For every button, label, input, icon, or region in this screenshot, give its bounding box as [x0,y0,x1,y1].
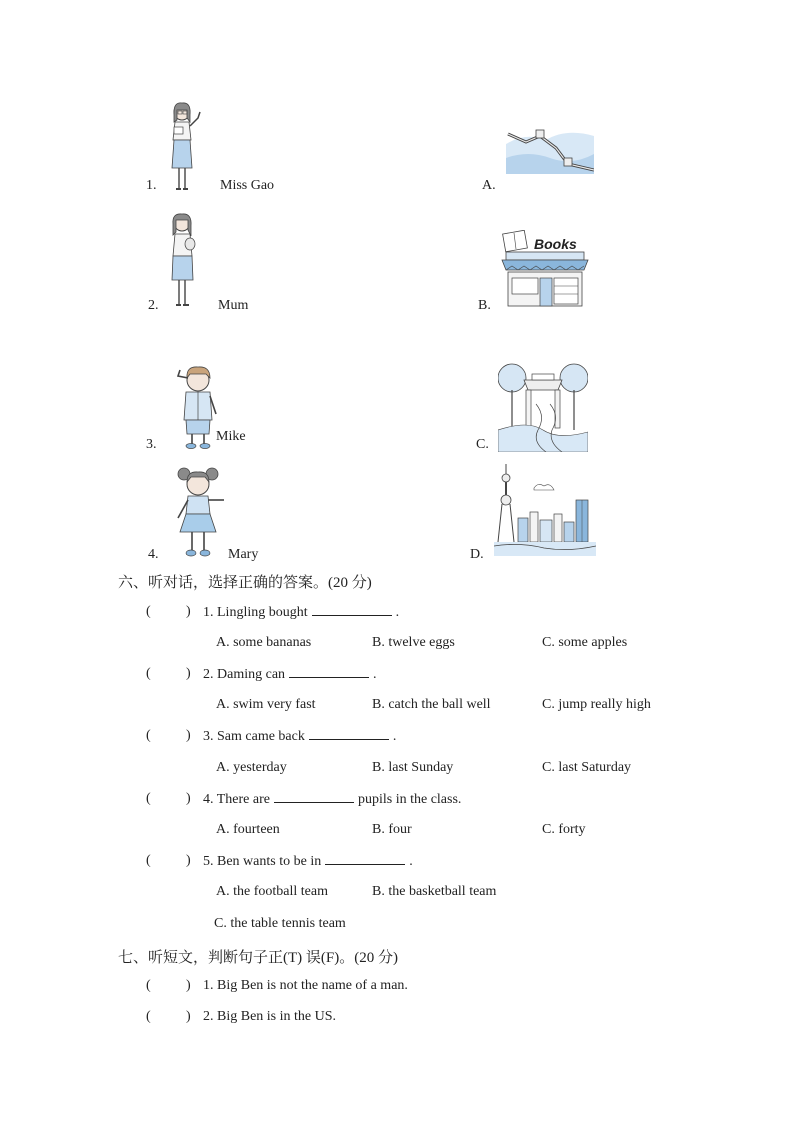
option: C. the table tennis team [214,916,346,931]
girl-figure-icon [170,464,230,562]
teacher-figure-icon [162,100,210,192]
option: B. twelve eggs [372,635,455,650]
question-text: 1. Lingling bought [203,605,308,620]
place-letter: D. [470,547,484,562]
place-letter: C. [476,437,489,452]
option: A. yesterday [216,760,287,775]
answer-paren-open: ( [146,978,151,993]
great-wall-icon [506,124,594,174]
mother-figure-icon [164,210,204,310]
question-text: 4. There are [203,792,270,807]
answer-paren-close[interactable]: ) [186,604,191,619]
option: B. last Sunday [372,760,454,775]
answer-blank[interactable] [289,666,369,678]
answer-paren-open: ( [146,604,151,619]
answer-paren-open: ( [146,1009,151,1024]
person-number: 3. [146,437,157,452]
answer-paren-open: ( [146,791,151,806]
question-end: . [392,729,397,744]
person-number: 2. [148,298,159,313]
question-stem [203,853,413,870]
option: B. catch the ball well [372,697,491,712]
question-text: 2. Daming can [203,667,286,682]
answer-blank[interactable] [309,728,389,740]
bookshop-sign: Books [534,236,577,252]
answer-paren-open: ( [146,853,151,868]
question-end: . [373,667,377,682]
question-end: . [395,605,400,620]
option: A. swim very fast [216,697,316,712]
answer-blank[interactable] [312,604,392,616]
statement-text: 1. Big Ben is not the name of a man. [203,978,408,993]
option: C. last Saturday [542,760,632,775]
person-name: Mum [218,298,249,313]
place-letter: B. [478,298,491,313]
person-number: 4. [148,547,159,562]
question-stem [203,791,461,808]
city-skyline-icon [494,462,596,556]
option: A. the football team [216,884,328,899]
option: B. four [372,822,412,837]
park-gate-icon [498,360,588,452]
question-end: . [409,854,413,869]
section-6-heading: 六、听对话，选择正确的答案。(20 分) [118,575,372,591]
answer-paren-close[interactable]: ) [186,1009,191,1024]
option: A. some bananas [216,635,312,650]
answer-paren-close[interactable]: ) [186,978,191,993]
option: A. fourteen [216,822,280,837]
option: C. some apples [542,635,628,650]
answer-blank[interactable] [274,791,354,803]
answer-paren-open: ( [146,728,151,743]
person-name: Mike [216,429,246,444]
boy-figure-icon [172,362,222,450]
answer-paren-close[interactable]: ) [186,853,191,868]
question-text: 3. Sam came back [203,729,305,744]
person-name: Miss Gao [220,178,275,193]
option: C. forty [542,822,586,837]
answer-paren-close[interactable]: ) [186,791,191,806]
answer-blank[interactable] [325,853,405,865]
question-stem [203,728,396,745]
answer-paren-close[interactable]: ) [186,728,191,743]
question-after: pupils in the class. [357,792,462,807]
option: C. jump really high [542,697,651,712]
person-number: 1. [146,178,157,193]
bookshop-icon [500,230,590,308]
person-name: Mary [228,547,259,562]
answer-paren-open: ( [146,666,151,681]
question-text: 5. Ben wants to be in [203,854,322,869]
question-stem [203,604,399,621]
section-7-heading: 七、听短文，判断句子正(T) 误(F)。(20 分) [118,950,398,966]
answer-paren-close[interactable]: ) [186,666,191,681]
statement-text: 2. Big Ben is in the US. [203,1009,337,1024]
question-stem [203,666,377,683]
option: B. the basketball team [372,884,497,899]
place-letter: A. [482,178,496,193]
